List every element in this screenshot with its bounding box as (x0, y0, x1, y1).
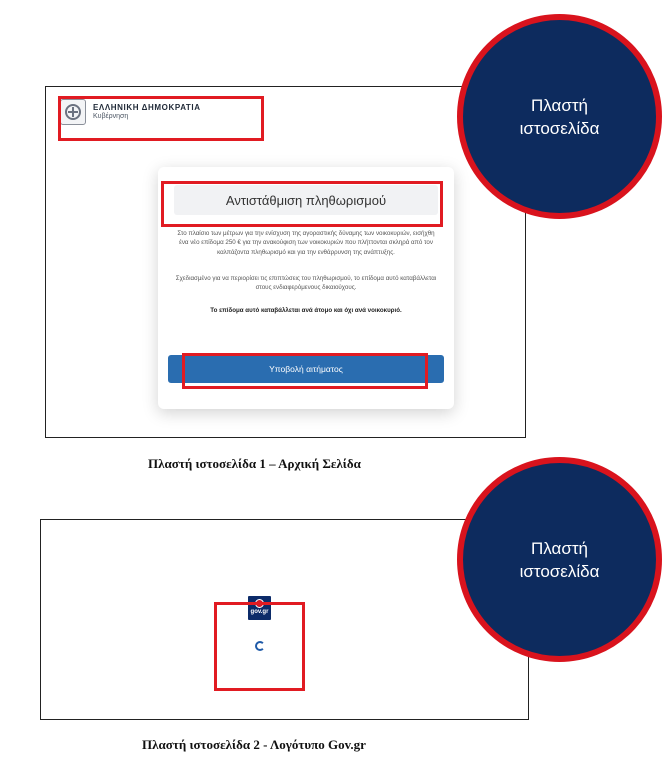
fake-site-badge-2 (457, 457, 662, 662)
card-paragraph-1: Στο πλαίσιο των μέτρων για την ενίσχυση της αγοραστικής δύναμης των νοικοκυριών, εισήχθη ένα νέο επίδομα 250 € για την ανακούφιση των νοικοκυριών που πλήττονται σκληρά από τον καλπάζοντα πληθωρισμό και για την ενθάρρυνση της ανάπτυξης. (177, 230, 435, 256)
badge-line-2: ιστοσελίδα (519, 118, 600, 138)
highlight-box-logo (214, 602, 305, 691)
gov-header-subtitle: Κυβέρνηση (93, 112, 129, 120)
card-title: Αντιστάθμιση πληθωρισμού (174, 185, 438, 215)
badge-line-1: Πλαστή (530, 95, 588, 115)
govgr-logo-text: gov.gr (250, 609, 269, 615)
card-paragraph-3: Το επίδομα αυτό καταβάλλεται ανά άτομο και όχι ανά νοικοκυριό. (210, 307, 402, 314)
card-paragraph-2: Σχεδιασμένο για να περιορίσει τις επιπτώσεις του πληθωρισμού, το επίδομα αυτό καταβάλλεται στους ενδιαφερόμενους δικαιούχους. (175, 275, 437, 292)
fake-site-badge (457, 14, 662, 219)
badge-2-line-1: Πλαστή (530, 538, 588, 558)
gov-header-title: ΕΛΛΗΝΙΚΗ ΔΗΜΟΚΡΑΤΙΑ (93, 103, 201, 113)
highlight-box-header (58, 96, 264, 141)
highlight-box-button (182, 353, 428, 389)
submit-request-button[interactable]: Υποβολή αιτήματος (168, 355, 444, 383)
fake-homepage-screenshot (45, 86, 526, 438)
caption-2: Πλαστή ιστοσελίδα 2 - Λογότυπο Gov.gr (142, 737, 366, 752)
caption-1: Πλαστή ιστοσελίδα 1 – Αρχική Σελίδα (148, 456, 361, 471)
highlight-box-title (161, 181, 443, 227)
fake-govgr-screenshot (40, 519, 529, 720)
badge-2-line-2: ιστοσελίδα (519, 561, 600, 581)
